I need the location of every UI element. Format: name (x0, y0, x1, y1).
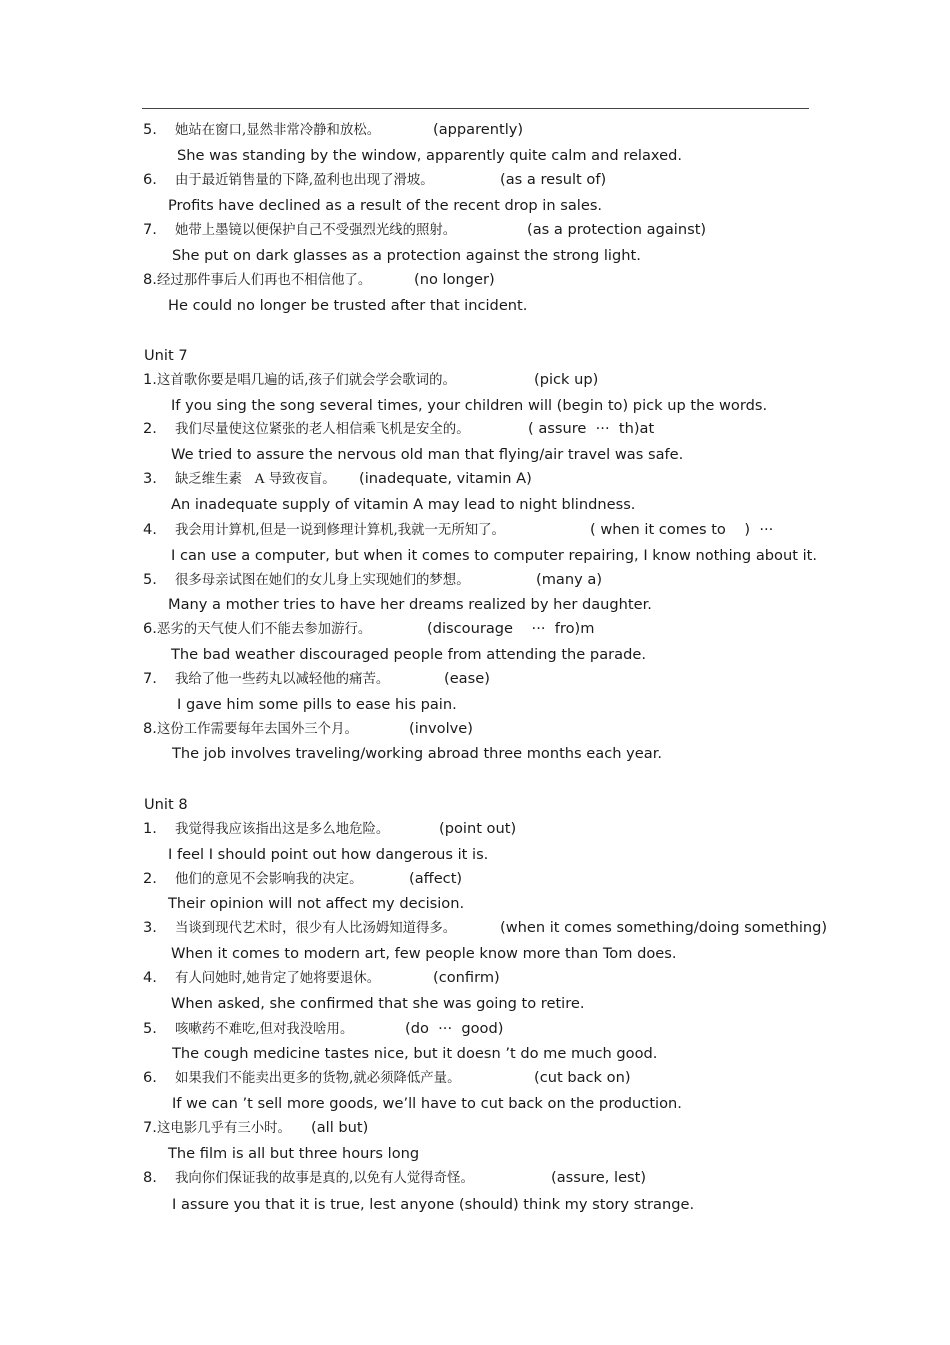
answer-english: I feel I should point out how dangerous it is. (168, 846, 489, 863)
answer-english: If you sing the song several times, your children will (begin to) pick up the words. (171, 397, 768, 414)
question-chinese: 我给了他一些药丸以减轻他的痛苦。 (175, 672, 390, 687)
question-hint: (discourage ··· fro)m (427, 620, 595, 637)
answer-english: The bad weather discouraged people from attending the parade. (171, 646, 646, 663)
question-chinese: 她带上墨镜以便保护自己不受强烈光线的照射。 (175, 223, 457, 238)
question-chinese: 我会用计算机,但是一说到修理计算机,我就一无所知了。 (175, 523, 505, 538)
question-number: 7. (143, 670, 157, 687)
question-hint: (no longer) (414, 271, 495, 288)
question-hint: (as a protection against) (527, 221, 707, 238)
question-number: 6. (143, 171, 157, 188)
answer-english: If we can ’t sell more goods, we’ll have to cut back on the production. (172, 1095, 682, 1112)
question-hint: (many a) (536, 571, 603, 588)
question-chinese: 我们尽量使这位紧张的老人相信乘飞机是安全的。 (175, 422, 470, 437)
question-number: 2. (143, 870, 157, 887)
question-number: 5. (143, 571, 157, 588)
question-hint: (affect) (409, 870, 463, 887)
question-number: 1. (143, 820, 157, 837)
question-number: 4. (143, 969, 157, 986)
answer-english: She was standing by the window, apparently quite calm and relaxed. (177, 147, 682, 164)
question-number: 8. (143, 720, 157, 737)
question-chinese: 她站在窗口,显然非常冷静和放松。 (175, 123, 381, 138)
answer-english: The film is all but three hours long (168, 1145, 420, 1162)
answer-english: She put on dark glasses as a protection against the strong light. (172, 247, 641, 264)
question-number: 7. (143, 221, 157, 238)
question-chinese: 我觉得我应该指出这是多么地危险。 (175, 822, 390, 837)
answer-english: I can use a computer, but when it comes to computer repairing, I know nothing about it. (171, 547, 817, 564)
question-chinese: 这份工作需要每年去国外三个月。 (157, 722, 358, 737)
answer-english: Many a mother tries to have her dreams realized by her daughter. (168, 596, 652, 613)
question-chinese: 这电影几乎有三小时。 (157, 1121, 291, 1136)
question-hint: (when it comes something/doing something) (500, 919, 828, 936)
answer-english: Their opinion will not affect my decision. (168, 895, 465, 912)
question-number: 1. (143, 371, 157, 388)
answer-english: He could no longer be trusted after that incident. (168, 297, 528, 314)
question-chinese: 经过那件事后人们再也不相信他了。 (157, 273, 372, 288)
answer-english: The cough medicine tastes nice, but it doesn ’t do me much good. (172, 1045, 658, 1062)
question-hint: (assure, lest) (551, 1169, 647, 1186)
answer-english: An inadequate supply of vitamin A may lead to night blindness. (171, 496, 636, 513)
question-chinese: 这首歌你要是唱几遍的话,孩子们就会学会歌词的。 (157, 373, 456, 388)
answer-english: When it comes to modern art, few people know more than Tom does. (171, 945, 677, 962)
unit-title: Unit 7 (144, 347, 188, 364)
answer-english: Profits have declined as a result of the recent drop in sales. (168, 197, 603, 214)
question-hint: (as a result of) (500, 171, 607, 188)
question-hint: (confirm) (433, 969, 500, 986)
question-hint: (ease) (444, 670, 490, 687)
question-hint: ( when it comes to ) ··· (590, 521, 774, 538)
question-number: 5. (143, 1020, 157, 1037)
question-hint: (point out) (439, 820, 517, 837)
unit-title: Unit 8 (144, 796, 188, 813)
question-chinese: 由于最近销售量的下降,盈利也出现了滑坡。 (175, 173, 434, 188)
question-hint: ( assure ··· th)at (528, 420, 655, 437)
question-chinese: 我向你们保证我的故事是真的,以免有人觉得奇怪。 (175, 1171, 474, 1186)
question-hint: (cut back on) (534, 1069, 631, 1086)
question-number: 3. (143, 470, 157, 487)
answer-english: We tried to assure the nervous old man that flying/air travel was safe. (171, 446, 684, 463)
question-chinese: 有人问她时,她肯定了她将要退休。 (175, 971, 381, 986)
question-chinese: 他们的意见不会影响我的决定。 (175, 872, 363, 887)
question-number: 8. (143, 1169, 157, 1186)
question-number: 7. (143, 1119, 157, 1136)
answer-english: When asked, she confirmed that she was going to retire. (171, 995, 585, 1012)
question-number: 5. (143, 121, 157, 138)
question-chinese: 很多母亲试图在她们的女儿身上实现她们的梦想。 (175, 573, 470, 588)
question-hint: (inadequate, vitamin A) (359, 470, 532, 487)
question-hint: (all but) (311, 1119, 369, 1136)
question-number: 6. (143, 620, 157, 637)
question-chinese: 恶劣的天气使人们不能去参加游行。 (157, 622, 372, 637)
answer-english: I gave him some pills to ease his pain. (177, 696, 457, 713)
question-number: 8. (143, 271, 157, 288)
question-chinese: 咳嗽药不难吃,但对我没啥用。 (175, 1022, 354, 1037)
question-hint: (apparently) (433, 121, 524, 138)
question-hint: (involve) (409, 720, 473, 737)
question-hint: (do ··· good) (405, 1020, 504, 1037)
question-chinese: 缺乏维生素 A 导致夜盲。 (175, 472, 336, 487)
answer-english: I assure you that it is true, lest anyone (should) think my story strange. (172, 1196, 695, 1213)
question-chinese: 如果我们不能卖出更多的货物,就必须降低产量。 (175, 1071, 461, 1086)
question-hint: (pick up) (534, 371, 599, 388)
question-chinese: 当谈到现代艺术时，很少有人比汤姆知道得多。 (175, 921, 457, 936)
question-number: 2. (143, 420, 157, 437)
question-number: 3. (143, 919, 157, 936)
answer-english: The job involves traveling/working abroad three months each year. (172, 745, 662, 762)
question-number: 4. (143, 521, 157, 538)
question-number: 6. (143, 1069, 157, 1086)
